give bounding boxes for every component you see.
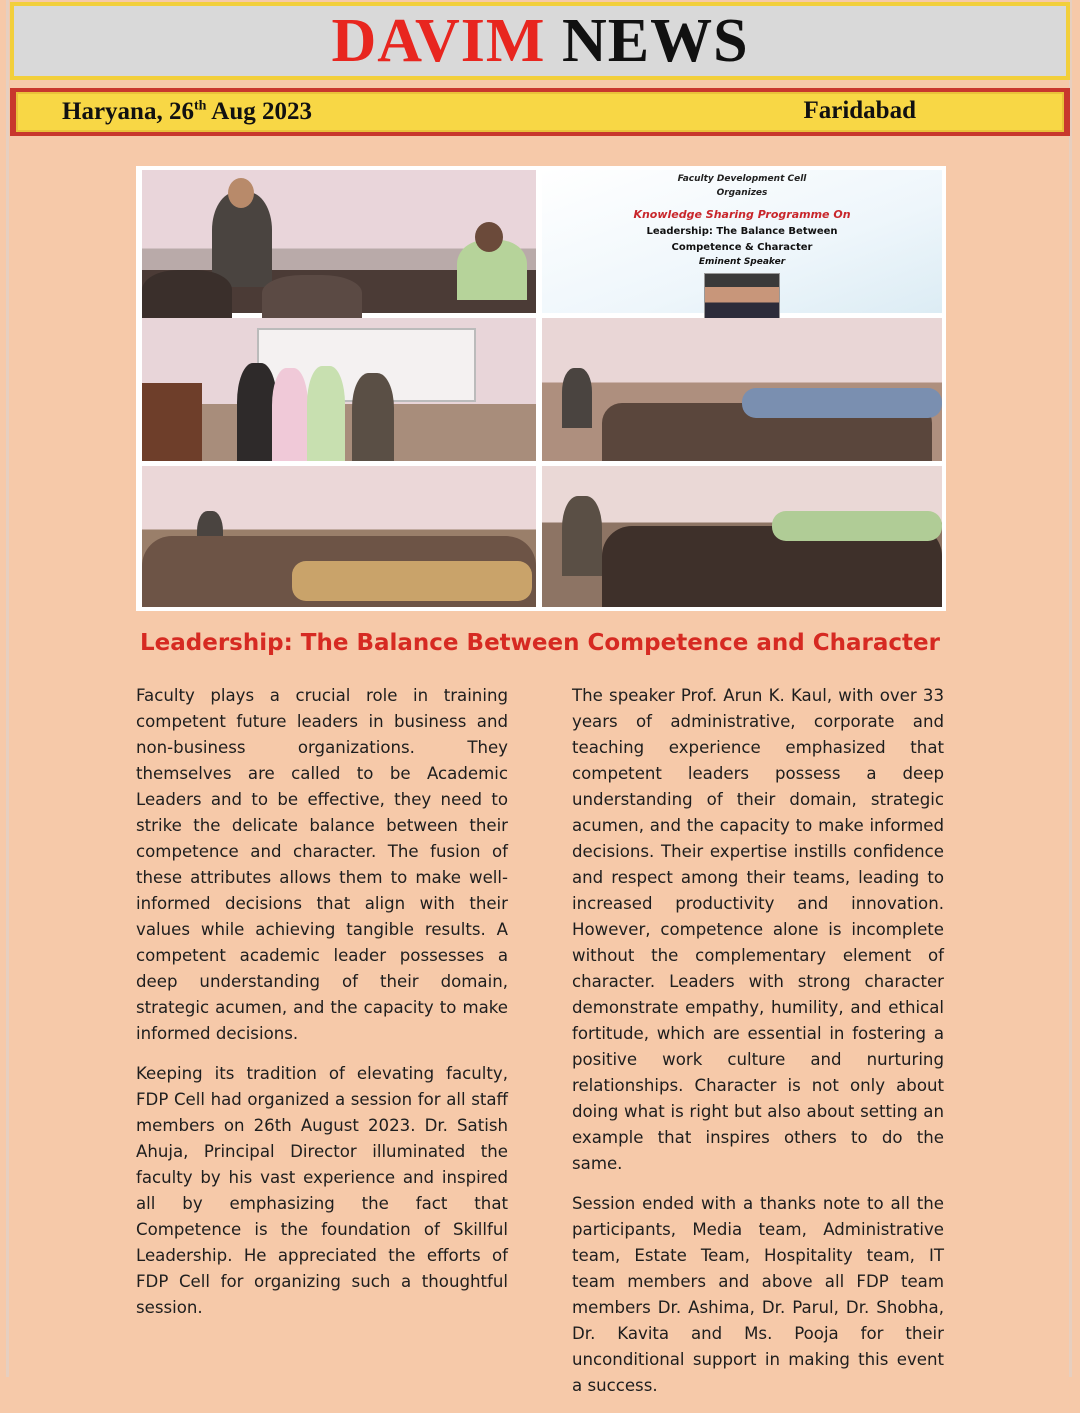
masthead: [10, 2, 1070, 80]
dateline-suffix: th: [193, 98, 207, 114]
dateline-date: Aug 2023: [206, 98, 312, 125]
poster-topic-2: Competence & Character: [671, 242, 813, 253]
paragraph: Keeping its tradition of elevating faculty, FDP Cell had organized a session for all staff members on 26th August 2023. Dr. Satish Ahuja, Principal Director illuminated the faculty by his vast experience and inspired all by emphasizing the fact that Competence is the foundation of Skillful Leadership. He appreciated the efforts of FDP Cell for organizing such a thoughtful session.: [136, 1064, 508, 1317]
dateline-location: Haryana, 26: [62, 98, 194, 125]
article-right-column: [572, 683, 944, 1413]
photo-session-room: [142, 466, 536, 607]
paragraph: The speaker Prof. Arun K. Kaul, with over 33 years of administrative, corporate and teaching experience emphasized that competent leaders possess a deep understanding of their domain, strategic acumen, and the capacity to make informed decisions. Their expertise instills confidence and respect among their teams, leading to increased productivity and innovation. However, competence alone is incomplete without the complementary element of character. Leaders with strong character demonstrate empathy, humility, and ethical fortitude, which are essential in fostering a positive work culture and nurturing relationships. Character is not only about doing what is right but also about setting an example that inspires others to do the same.: [572, 686, 944, 1173]
masthead-title-news: NEWS: [561, 7, 749, 75]
speaker-portrait: [704, 273, 780, 319]
article-left-column: [136, 683, 508, 1335]
photo-participants: [542, 466, 942, 607]
poster-eminent: Eminent Speaker: [698, 257, 786, 267]
dateline: [62, 98, 312, 126]
photo-audience: [542, 318, 942, 461]
masthead-title: [14, 6, 1066, 76]
masthead-title-davim: DAVIM: [331, 7, 546, 75]
poster-cell: Faculty Development Cell: [677, 174, 807, 184]
poster-topic: Leadership: The Balance Between: [646, 226, 838, 237]
article-headline: Leadership: The Balance Between Competence and Character: [140, 630, 940, 656]
city-label: Faridabad: [803, 97, 916, 124]
programme-poster: [542, 170, 942, 313]
poster-programme: Knowledge Sharing Programme On: [633, 208, 851, 221]
photo-felicitation: [142, 318, 536, 461]
photo-collage: [136, 166, 946, 611]
poster-organizes: Organizes: [716, 188, 768, 198]
paragraph: Session ended with a thanks note to all the participants, Media team, Administrative team, Estate Team, Hospitality team, IT team members and above all FDP team members Dr. Ashima, Dr. Parul, Dr. Shobha, Dr. Kavita and Ms. Pooja for their unconditional support in making this event a success.: [572, 1194, 944, 1395]
photo-speaker-standing: [142, 170, 536, 313]
paragraph: Faculty plays a crucial role in training competent future leaders in business and non-business organizations. They themselves are called to be Academic Leaders and to be effective, they need to strike the delicate balance between their competence and character. The fusion of these attributes allows them to make well-informed decisions that align with their values while achieving tangible results. A competent academic leader possesses a deep understanding of their domain, strategic acumen, and the capacity to make informed decisions.: [136, 686, 508, 1043]
date-bar: [10, 88, 1070, 136]
